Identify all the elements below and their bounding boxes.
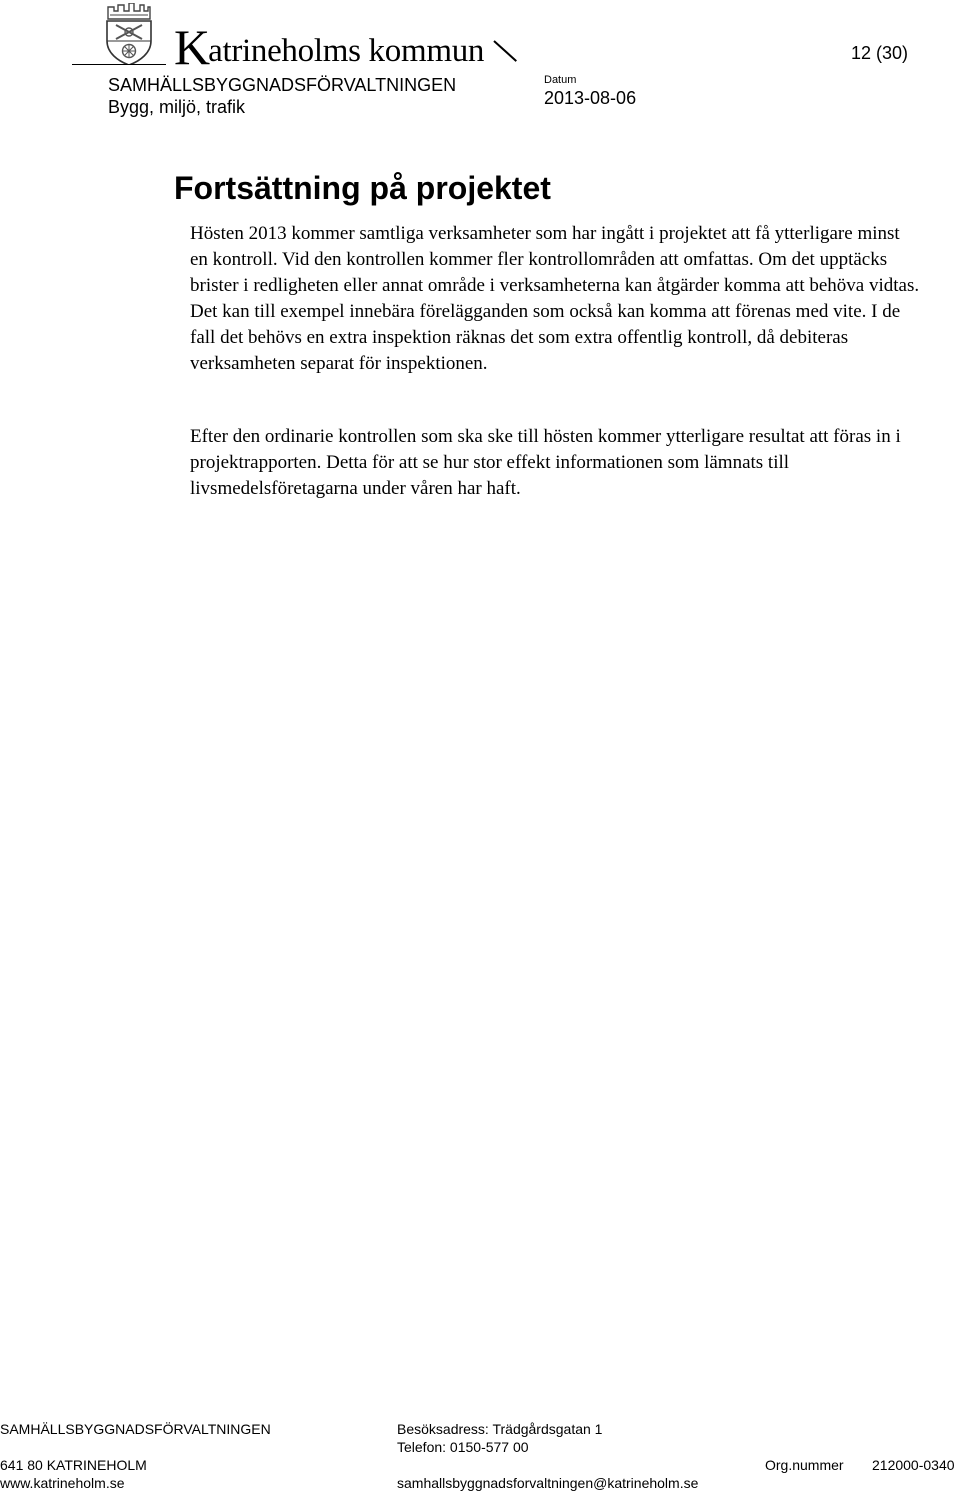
date-label: Datum: [544, 74, 577, 86]
header-slash-rule: [493, 40, 517, 62]
footer-postal-address: 641 80 KATRINEHOLM: [0, 1457, 147, 1473]
footer-org-label: Org.nummer: [765, 1457, 844, 1473]
section-heading: Fortsättning på projektet: [174, 170, 551, 206]
header-subdepartment: Bygg, miljö, trafik: [108, 97, 246, 117]
brand-logotype: Katrineholms kommun: [174, 19, 485, 75]
page-number: 12 (30): [851, 43, 909, 63]
footer-org-number: 212000-0340: [872, 1457, 955, 1473]
paragraph-1: Hösten 2013 kommer samtliga verksamheter som har ingått i projektet att få ytterligare minst en kontroll. Vid den kontrollen kommer fler kontrollområden att omfattas. Om det upptäcks brister i redligheten eller annat område i verksamheterna kan åtgärder komma att behöva vidtas. Det kan till exempel innebära förelägganden som också kan komma att förenas med vite. I de fall det behövs en extra inspektion räknas det som extra offentlig kontroll, då debiteras verksamheten separat för inspektionen.: [190, 223, 920, 374]
footer-email-link[interactable]: samhallsbyggnadsforvaltningen@katrineholm.se: [397, 1475, 699, 1491]
header-rule: [72, 64, 166, 65]
footer-visit-address: Besöksadress: Trädgårdsgatan 1: [397, 1421, 603, 1437]
coat-of-arms-icon: [104, 3, 154, 65]
footer-department: SAMHÄLLSBYGGNADSFÖRVALTNINGEN: [0, 1421, 271, 1437]
date-value: 2013-08-06: [544, 88, 637, 108]
footer-phone: Telefon: 0150-577 00: [397, 1439, 529, 1455]
paragraph-2: Efter den ordinarie kontrollen som ska ske till hösten kommer ytterligare resultat att föras in i projektrapporten. Detta för att se hur stor effekt informationen som lämnats till livsmedelsföretagarna under våren har haft.: [190, 426, 901, 499]
header-department: SAMHÄLLSBYGGNADSFÖRVALTNINGEN: [108, 75, 457, 95]
footer-website-link[interactable]: www.katrineholm.se: [0, 1475, 125, 1491]
